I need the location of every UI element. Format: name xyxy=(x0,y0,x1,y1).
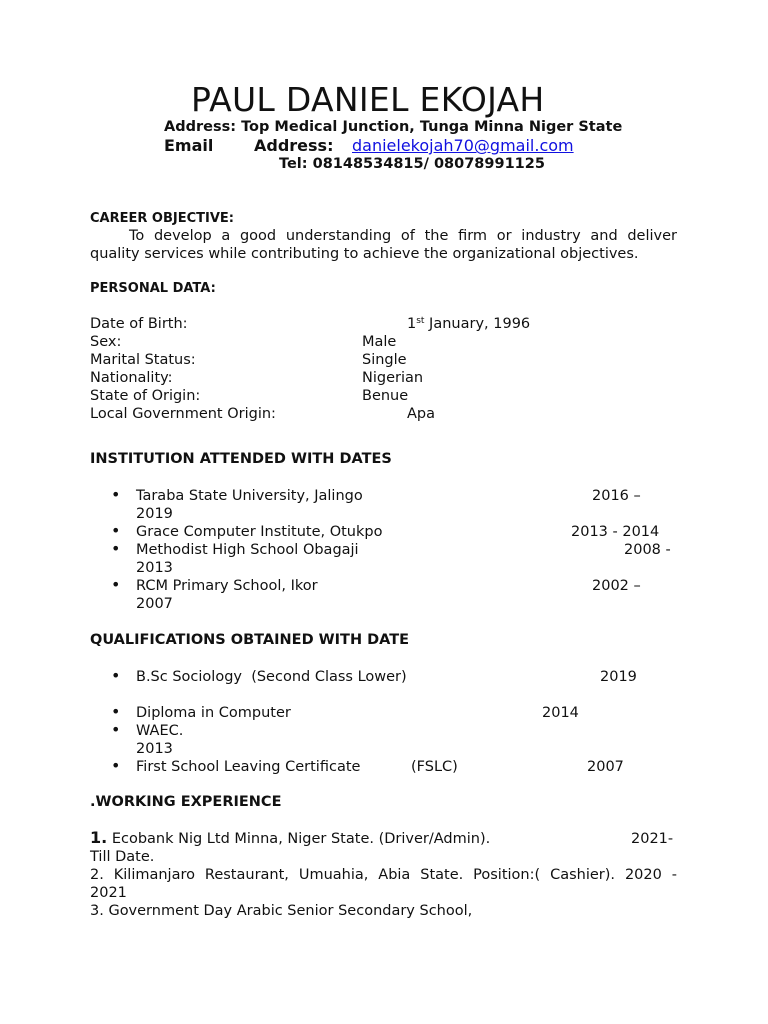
institution-name: Taraba State University, Jalingo xyxy=(136,488,363,504)
bullet-icon: • xyxy=(111,575,121,594)
institution-end: 2007 xyxy=(136,596,173,612)
career-objective-heading: CAREER OBJECTIVE: xyxy=(90,211,234,226)
sex-value: Male xyxy=(362,334,397,350)
career-objective-line2: quality services while contributing to achieve the organizational objectives. xyxy=(90,246,639,262)
email-label: Email xyxy=(164,136,214,155)
lga-label: Local Government Origin: xyxy=(90,406,276,422)
qualification-year: 2007 xyxy=(587,759,624,775)
institution-end: 2019 xyxy=(136,506,173,522)
qualification-name: Diploma in Computer xyxy=(136,705,291,721)
qualification-name: First School Leaving Certificate xyxy=(136,759,361,775)
qualification-year: 2014 xyxy=(542,705,579,721)
state-of-origin-label: State of Origin: xyxy=(90,388,201,404)
institution-end: 2013 xyxy=(136,560,173,576)
dob-value: 1st January, 1996 xyxy=(407,316,531,332)
email-address-label: Address: xyxy=(254,136,334,155)
marital-status-value: Single xyxy=(362,352,407,368)
experience-end: 2021 xyxy=(90,885,127,901)
state-of-origin-value: Benue xyxy=(362,388,409,404)
home-address: Address: Top Medical Junction, Tunga Minna Niger State xyxy=(164,119,623,135)
experience-entry: 2. Kilimanjaro Restaurant, Umuahia, Abia State. Position:( Cashier). 2020 - xyxy=(90,867,678,883)
experience-end: Till Date. xyxy=(90,849,155,865)
institutions-heading: INSTITUTION ATTENDED WITH DATES xyxy=(90,451,392,467)
qualification-name: B.Sc Sociology (Second Class Lower) xyxy=(136,669,407,685)
institution-start: 2016 – xyxy=(592,488,641,504)
email-link[interactable]: danielekojah70@gmail.com xyxy=(352,136,574,155)
bullet-icon: • xyxy=(111,756,121,775)
qualifications-heading: QUALIFICATIONS OBTAINED WITH DATE xyxy=(90,632,410,648)
institution-name: Grace Computer Institute, Otukpo xyxy=(136,524,383,540)
experience-entry: 3. Government Day Arabic Senior Secondary School, xyxy=(90,903,473,919)
nationality-value: Nigerian xyxy=(362,370,424,386)
bullet-icon: • xyxy=(111,539,121,558)
experience-start: 2021- xyxy=(631,831,674,847)
qualification-year: 2013 xyxy=(136,741,173,757)
bullet-icon: • xyxy=(111,720,121,739)
bullet-icon: • xyxy=(111,521,121,540)
lga-value: Apa xyxy=(407,406,436,422)
working-experience-heading: .WORKING EXPERIENCE xyxy=(90,794,282,810)
personal-data-heading: PERSONAL DATA: xyxy=(90,281,216,296)
nationality-label: Nationality: xyxy=(90,370,173,386)
qualification-year: 2019 xyxy=(600,669,637,685)
qualification-name: WAEC. xyxy=(136,723,184,739)
qualification-abbr: (FSLC) xyxy=(411,759,458,775)
telephone: Tel: 08148534815/ 08078991125 xyxy=(279,156,545,172)
dob-label: Date of Birth: xyxy=(90,316,188,332)
bullet-icon: • xyxy=(111,485,121,504)
institution-start: 2002 – xyxy=(592,578,641,594)
experience-entry: 1. Ecobank Nig Ltd Minna, Niger State. (Driver/Admin). xyxy=(90,828,491,847)
applicant-name: PAUL DANIEL EKOJAH xyxy=(191,80,545,119)
sex-label: Sex: xyxy=(90,334,122,350)
institution-name: Methodist High School Obagaji xyxy=(136,542,359,558)
marital-status-label: Marital Status: xyxy=(90,352,196,368)
career-objective-line1: To develop a good understanding of the firm or industry and deliver xyxy=(129,228,677,244)
bullet-icon: • xyxy=(111,702,121,721)
institution-name: RCM Primary School, Ikor xyxy=(136,578,318,594)
bullet-icon: • xyxy=(111,666,121,685)
institution-start: 2013 - 2014 xyxy=(571,524,660,540)
institution-start: 2008 - xyxy=(624,542,671,558)
